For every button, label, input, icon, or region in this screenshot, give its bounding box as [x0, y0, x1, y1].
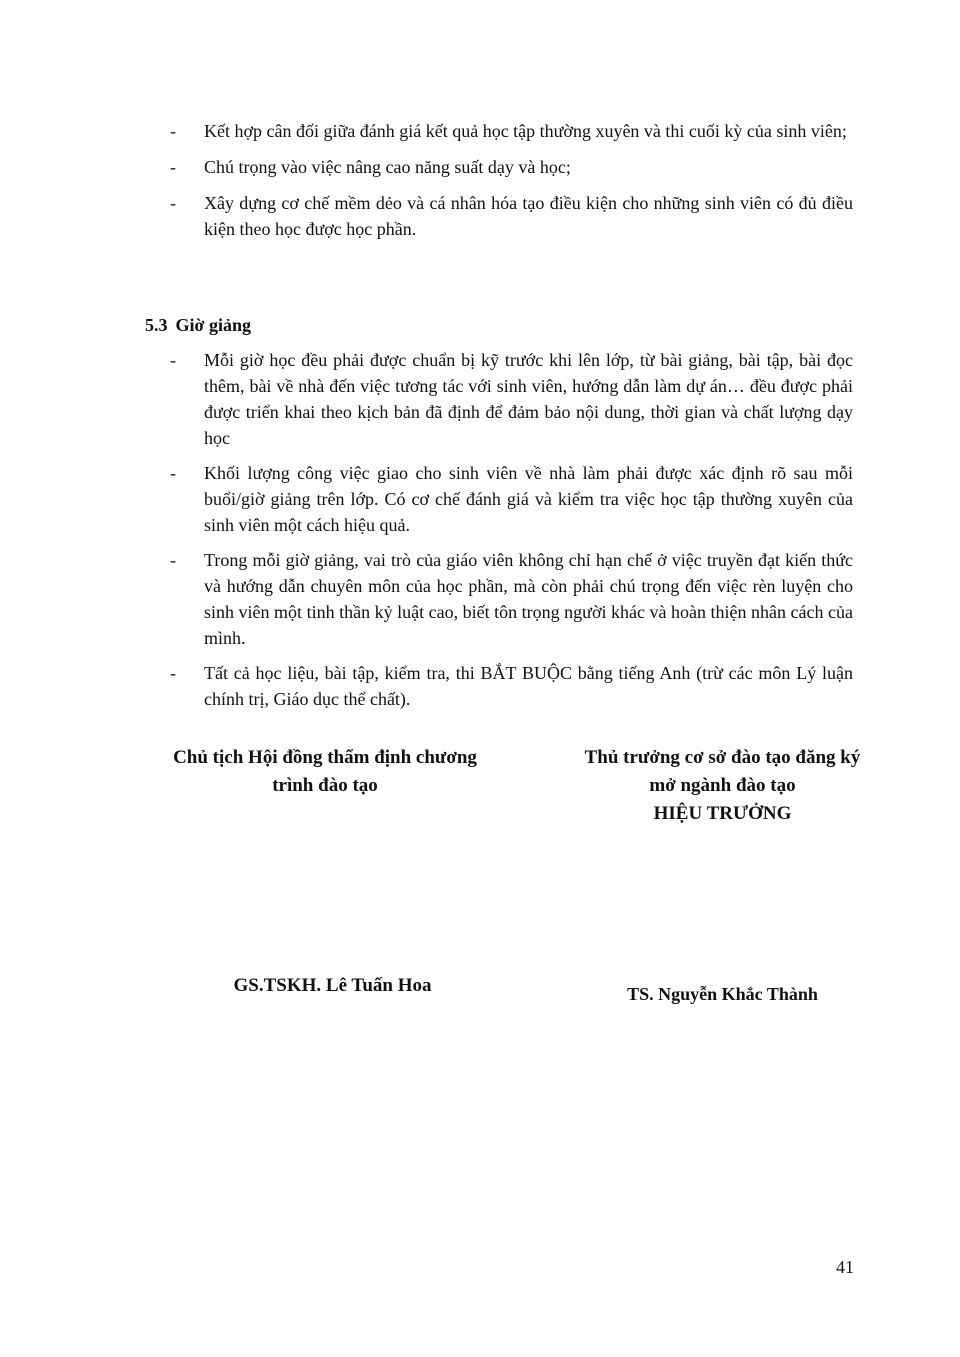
page-number: 41	[836, 1257, 854, 1277]
intro-bullet-list	[170, 118, 853, 252]
list-item	[170, 118, 853, 144]
signature-title-line: mở ngành đào tạo	[649, 775, 796, 796]
list-item	[170, 190, 853, 242]
signature-block-left	[150, 744, 500, 800]
section-heading	[145, 312, 251, 338]
bullet-dash: -	[170, 463, 176, 483]
signature-title-line: Chủ tịch Hội đồng thẩm định chương	[173, 747, 477, 768]
list-item	[170, 154, 853, 180]
section-number: 5.3	[145, 315, 168, 335]
section-bullet-list	[170, 347, 853, 721]
bullet-dash: -	[170, 663, 176, 683]
bullet-dash: -	[170, 157, 176, 177]
signer-name-left: GS.TSKH. Lê Tuấn Hoa	[233, 975, 432, 996]
bullet-text: Chú trọng vào việc nâng cao năng suất dạy và học;	[204, 157, 571, 177]
bullet-text: Khối lượng công việc giao cho sinh viên về nhà làm phải được xác định rõ sau mỗi buổi/giờ giảng trên lớp. Có cơ chế đánh giá và kiểm tra việc học tập thường xuyên của sinh viên một cách hiệu quả.	[204, 463, 853, 535]
bullet-text: Tất cả học liệu, bài tập, kiểm tra, thi BẮT BUỘC bằng tiếng Anh (trừ các môn Lý luận chính trị, Giáo dục thể chất).	[204, 663, 853, 709]
list-item	[170, 660, 853, 712]
list-item	[170, 347, 853, 451]
bullet-dash: -	[170, 121, 176, 141]
bullet-text: Mỗi giờ học đều phải được chuẩn bị kỹ trước khi lên lớp, từ bài giảng, bài tập, bài đọc thêm, bài về nhà đến việc tương tác với sinh viên, hướng dẫn làm dự án… đều được phải được triển khai theo kịch bản đã định để đảm bảo nội dung, thời gian và chất lượng dạy học	[204, 350, 853, 448]
signature-title-line: trình đào tạo	[272, 775, 378, 796]
bullet-dash: -	[170, 193, 176, 213]
bullet-text: Kết hợp cân đối giữa đánh giá kết quả học tập thường xuyên và thi cuối kỳ của sinh viên;	[204, 121, 847, 141]
section-title: Giờ giảng	[175, 315, 251, 335]
bullet-text: Trong mỗi giờ giảng, vai trò của giáo viên không chỉ hạn chế ở việc truyền đạt kiến thức và hướng dẫn chuyên môn của học phần, mà còn phải chú trọng đến việc rèn luyện cho sinh viên một tinh thần kỷ luật cao, biết tôn trọng người khác và hoàn thiện nhân cách của mình.	[204, 550, 853, 648]
bullet-text: Xây dựng cơ chế mềm dẻo và cá nhân hóa tạo điều kiện cho những sinh viên có đủ điều kiện theo học được học phần.	[204, 193, 853, 239]
signature-role: HIỆU TRƯỞNG	[653, 803, 792, 824]
list-item	[170, 460, 853, 538]
bullet-dash: -	[170, 350, 176, 370]
signature-block-right	[560, 744, 885, 828]
bullet-dash: -	[170, 550, 176, 570]
list-item	[170, 547, 853, 651]
signature-title-line: Thủ trưởng cơ sở đào tạo đăng ký	[584, 747, 861, 768]
signer-name-right: TS. Nguyễn Khắc Thành	[627, 984, 818, 1004]
